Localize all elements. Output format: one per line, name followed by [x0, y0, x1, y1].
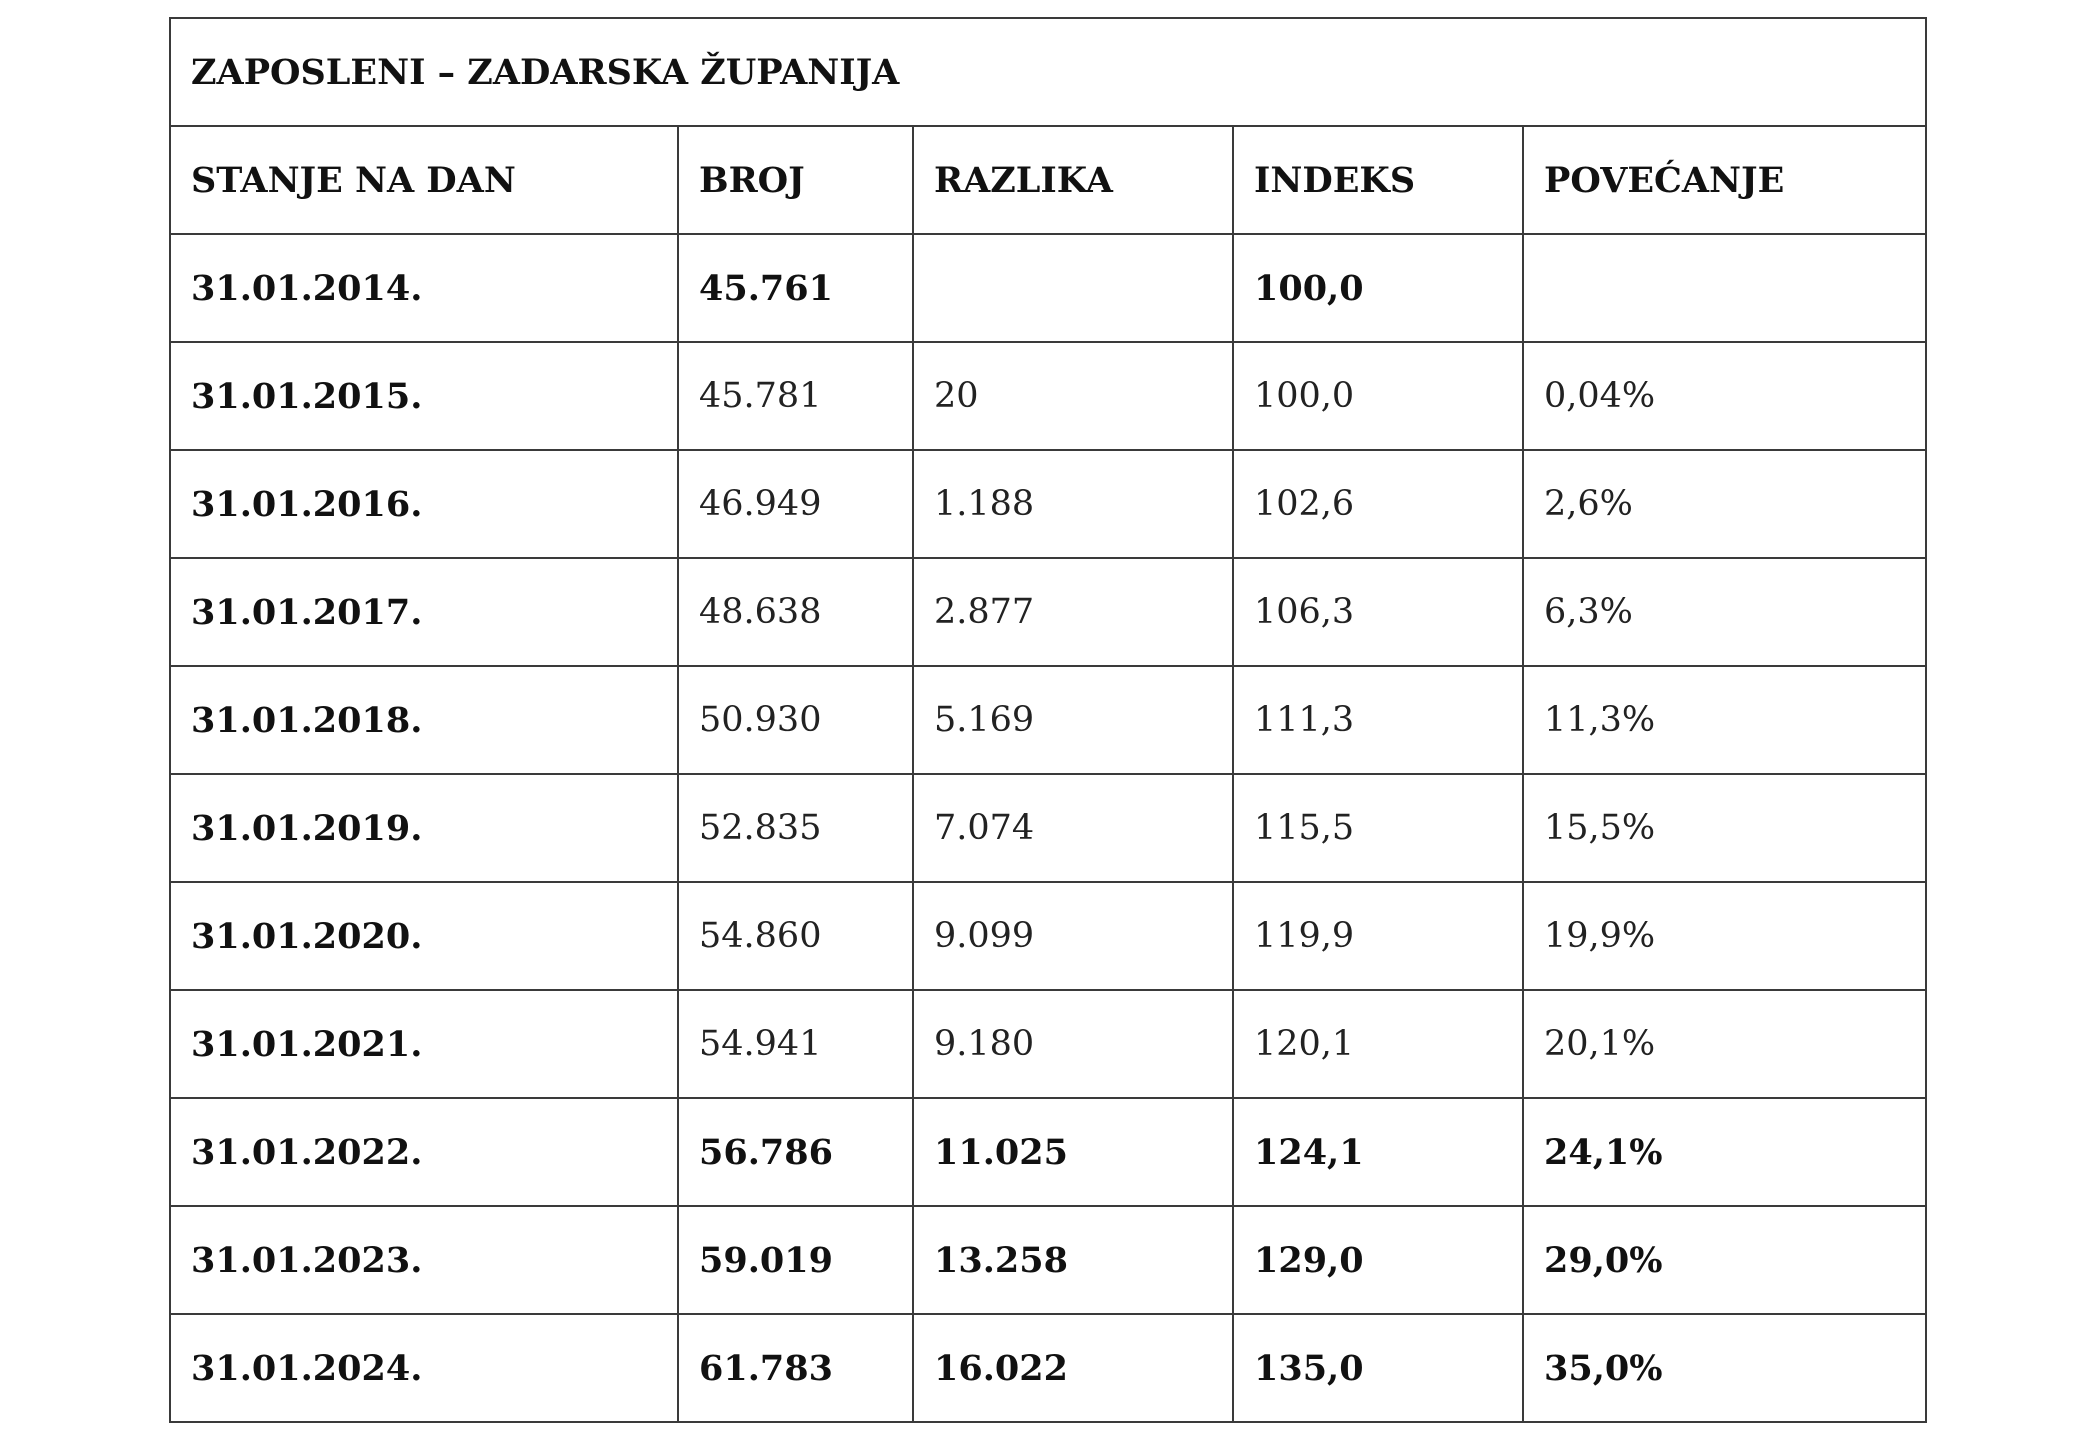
- cell-povecanje: 24,1%: [1523, 1098, 1926, 1206]
- cell-povecanje: 20,1%: [1523, 990, 1926, 1098]
- cell-broj: 45.761: [678, 234, 913, 342]
- cell-broj: 48.638: [678, 558, 913, 666]
- cell-broj: 46.949: [678, 450, 913, 558]
- cell-razlika: 1.188: [913, 450, 1233, 558]
- employment-table: [169, 17, 1927, 1423]
- table-row: [170, 882, 1926, 990]
- cell-broj: 45.781: [678, 342, 913, 450]
- cell-date: 31.01.2024.: [170, 1314, 678, 1422]
- cell-razlika: 5.169: [913, 666, 1233, 774]
- cell-date: 31.01.2018.: [170, 666, 678, 774]
- cell-povecanje: 35,0%: [1523, 1314, 1926, 1422]
- table-row: [170, 234, 1926, 342]
- header-row: [170, 126, 1926, 234]
- title-row: [170, 18, 1926, 126]
- cell-indeks: 124,1: [1233, 1098, 1523, 1206]
- cell-date: 31.01.2023.: [170, 1206, 678, 1314]
- header-indeks: INDEKS: [1233, 126, 1523, 234]
- header-povecanje: POVEĆANJE: [1523, 126, 1926, 234]
- cell-indeks: 100,0: [1233, 342, 1523, 450]
- cell-razlika: [913, 234, 1233, 342]
- cell-razlika: 9.180: [913, 990, 1233, 1098]
- table-row: [170, 450, 1926, 558]
- cell-date: 31.01.2021.: [170, 990, 678, 1098]
- cell-povecanje: 29,0%: [1523, 1206, 1926, 1314]
- cell-indeks: 135,0: [1233, 1314, 1523, 1422]
- cell-razlika: 2.877: [913, 558, 1233, 666]
- table-title: ZAPOSLENI – ZADARSKA ŽUPANIJA: [170, 18, 1926, 126]
- cell-indeks: 115,5: [1233, 774, 1523, 882]
- cell-povecanje: 6,3%: [1523, 558, 1926, 666]
- cell-broj: 50.930: [678, 666, 913, 774]
- table-row: [170, 666, 1926, 774]
- table-body: [170, 18, 1926, 1422]
- table-row: [170, 1314, 1926, 1422]
- cell-date: 31.01.2014.: [170, 234, 678, 342]
- cell-indeks: 106,3: [1233, 558, 1523, 666]
- cell-indeks: 102,6: [1233, 450, 1523, 558]
- header-stanje-na-dan: STANJE NA DAN: [170, 126, 678, 234]
- cell-broj: 54.860: [678, 882, 913, 990]
- cell-razlika: 20: [913, 342, 1233, 450]
- cell-povecanje: 15,5%: [1523, 774, 1926, 882]
- cell-razlika: 11.025: [913, 1098, 1233, 1206]
- cell-indeks: 119,9: [1233, 882, 1523, 990]
- table-row: [170, 774, 1926, 882]
- cell-indeks: 129,0: [1233, 1206, 1523, 1314]
- header-razlika: RAZLIKA: [913, 126, 1233, 234]
- table-row: [170, 342, 1926, 450]
- cell-date: 31.01.2017.: [170, 558, 678, 666]
- cell-date: 31.01.2015.: [170, 342, 678, 450]
- cell-broj: 61.783: [678, 1314, 913, 1422]
- cell-date: 31.01.2022.: [170, 1098, 678, 1206]
- cell-date: 31.01.2016.: [170, 450, 678, 558]
- cell-povecanje: 11,3%: [1523, 666, 1926, 774]
- header-broj: BROJ: [678, 126, 913, 234]
- cell-povecanje: 2,6%: [1523, 450, 1926, 558]
- cell-date: 31.01.2019.: [170, 774, 678, 882]
- cell-broj: 56.786: [678, 1098, 913, 1206]
- cell-povecanje: 0,04%: [1523, 342, 1926, 450]
- cell-date: 31.01.2020.: [170, 882, 678, 990]
- cell-razlika: 16.022: [913, 1314, 1233, 1422]
- cell-indeks: 120,1: [1233, 990, 1523, 1098]
- cell-indeks: 100,0: [1233, 234, 1523, 342]
- cell-broj: 52.835: [678, 774, 913, 882]
- table-row: [170, 990, 1926, 1098]
- cell-broj: 59.019: [678, 1206, 913, 1314]
- cell-povecanje: 19,9%: [1523, 882, 1926, 990]
- table-row: [170, 558, 1926, 666]
- cell-razlika: 9.099: [913, 882, 1233, 990]
- cell-povecanje: [1523, 234, 1926, 342]
- table-row: [170, 1098, 1926, 1206]
- cell-broj: 54.941: [678, 990, 913, 1098]
- cell-indeks: 111,3: [1233, 666, 1523, 774]
- cell-razlika: 7.074: [913, 774, 1233, 882]
- cell-razlika: 13.258: [913, 1206, 1233, 1314]
- table-row: [170, 1206, 1926, 1314]
